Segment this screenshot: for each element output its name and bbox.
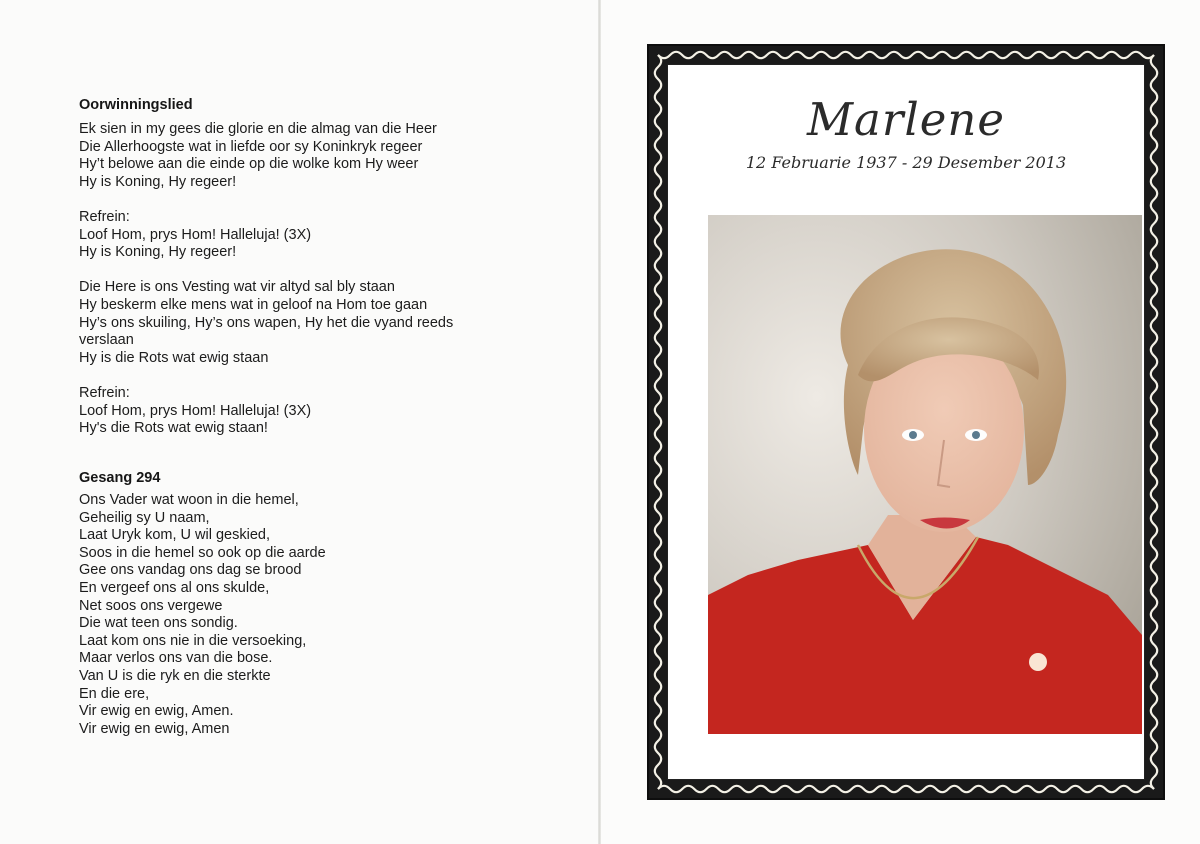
hymn2-title: Gesang 294 — [79, 470, 161, 486]
stanza-gap — [79, 262, 519, 280]
sequin-sparkle — [1029, 653, 1047, 671]
left-page — [0, 0, 598, 844]
hymn1-lyrics — [79, 121, 519, 438]
lyric-line: Ek sien in my gees die glorie en die almag van die Heer — [79, 121, 437, 137]
lyric-line: Loof Hom, prys Hom! Halleluja! (3X) — [79, 226, 312, 243]
lyric-line: En die ere, — [79, 685, 150, 702]
life-dates: 12 Februarie 1937 - 29 Desember 2013 — [745, 153, 1067, 172]
frame-content — [667, 64, 1145, 780]
frame-wave-side — [658, 52, 1154, 58]
left-iris — [909, 431, 917, 439]
frame-wave-side — [1151, 55, 1157, 789]
lyric-line: Refrein: — [79, 208, 130, 225]
lyric-line: Die Allerhoogste wat in liefde oor sy Koninkryk regeer — [79, 138, 423, 155]
lyric-line: Maar verlos ons van die bose. — [79, 650, 273, 667]
hymn2-lyrics — [79, 492, 519, 738]
frame-wave-side — [658, 786, 1154, 792]
lyric-line: Hy’s ons skuiling, Hy’s ons wapen, Hy het die vyand reeds — [79, 314, 454, 331]
lyric-line: Vir ewig en ewig, Amen — [79, 720, 230, 737]
lyric-line: Laat Uryk kom, U wil geskied, — [79, 527, 270, 544]
stanza-gap — [79, 367, 519, 385]
lyric-line: Hy is die Rots wat ewig staan — [79, 349, 269, 366]
lyric-line: Hy’t belowe aan die einde op die wolke kom Hy weer — [79, 156, 419, 173]
lyric-line: Refrein: — [79, 384, 130, 401]
right-iris — [972, 431, 980, 439]
lyric-line: verslaan — [79, 332, 134, 349]
lyric-line: Van U is die ryk en die sterkte — [79, 667, 271, 684]
stanza-gap — [79, 191, 519, 209]
lyric-line: Die Here is ons Vesting wat vir altyd sal bly staan — [79, 279, 395, 296]
lyric-line: En vergeef ons al ons skulde, — [79, 579, 270, 596]
lyric-line: Net soos ons vergewe — [79, 597, 223, 614]
frame-wave-side — [655, 55, 661, 789]
lyric-line: Hy's die Rots wat ewig staan! — [79, 420, 268, 437]
lyric-line: Hy is Koning, Hy regeer! — [79, 244, 237, 261]
portrait-photo — [708, 215, 1142, 734]
deceased-name: Marlene — [806, 93, 1006, 146]
lyric-line: Geheilig sy U naam, — [79, 509, 210, 526]
lyric-line: Hy is Koning, Hy regeer! — [79, 173, 237, 190]
lyric-line: Laat kom ons nie in die versoeking, — [79, 632, 307, 649]
lyric-line: Soos in die hemel so ook op die aarde — [79, 544, 326, 561]
hymn1-title: Oorwinningslied — [79, 97, 193, 113]
lyric-line: Vir ewig en ewig, Amen. — [79, 703, 234, 720]
lyric-line: Loof Hom, prys Hom! Halleluja! (3X) — [79, 402, 312, 419]
decorative-frame — [647, 44, 1165, 800]
lyric-line: Gee ons vandag ons dag se brood — [79, 562, 302, 579]
lyric-line: Hy beskerm elke mens wat in geloof na Hom toe gaan — [79, 296, 428, 313]
lyric-line: Die wat teen ons sondig. — [79, 615, 238, 632]
lyric-line: Ons Vader wat woon in die hemel, — [79, 492, 299, 508]
